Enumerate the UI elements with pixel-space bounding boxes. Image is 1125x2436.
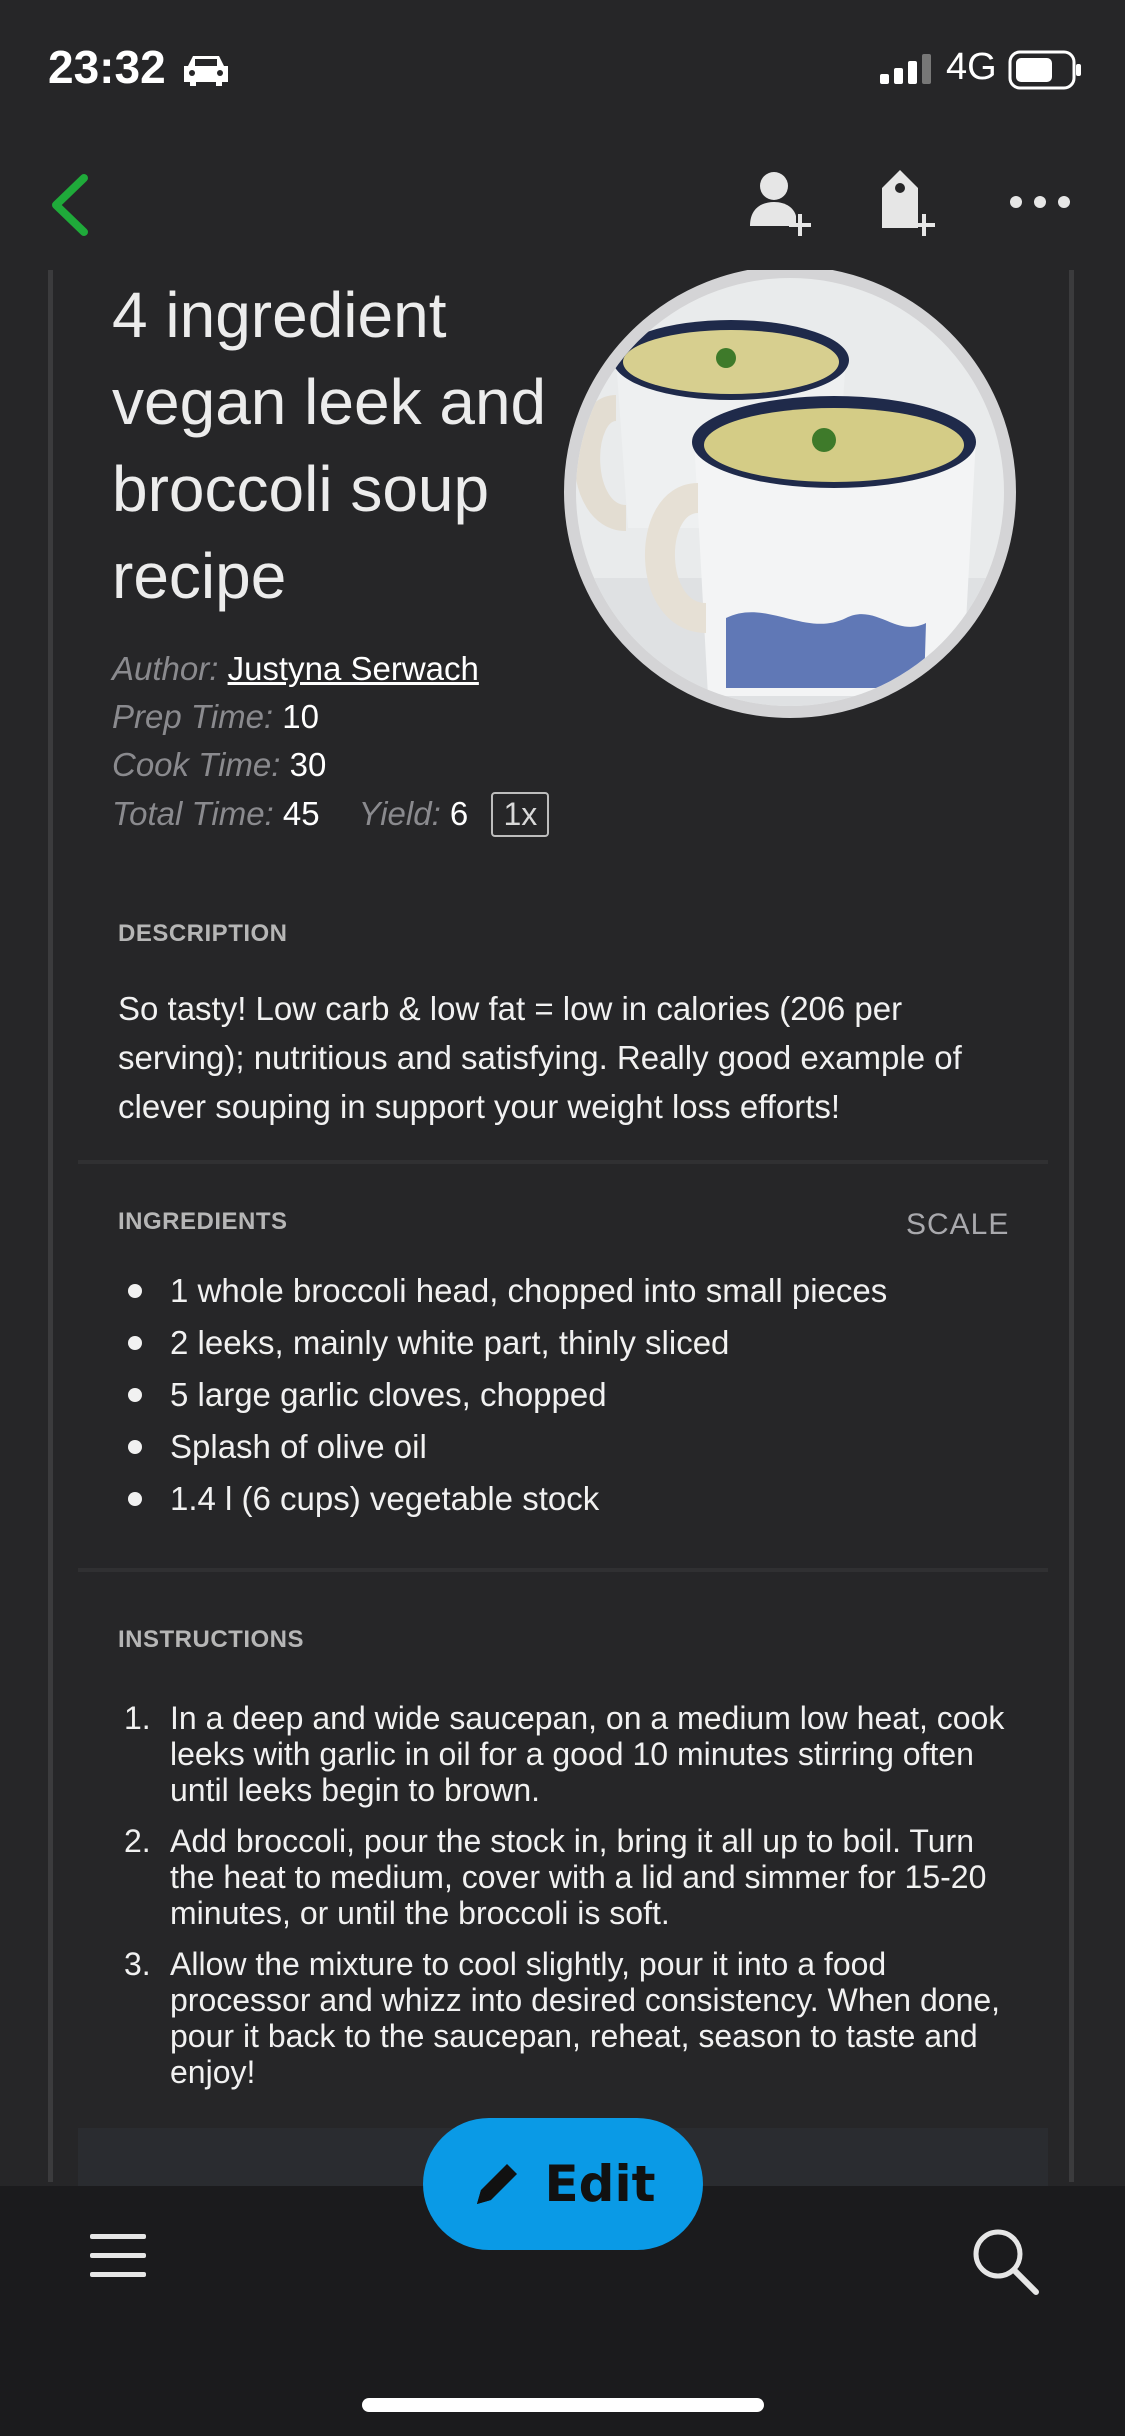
prep-time-row	[112, 698, 319, 736]
yield-label: Yield:	[358, 795, 441, 832]
divider	[78, 1568, 1048, 1572]
cook-time-row	[112, 746, 326, 784]
status-time: 23:32	[48, 41, 166, 93]
ingredients-list	[120, 1270, 1020, 1530]
instruction-step	[120, 1946, 1010, 2090]
description-heading: DESCRIPTION	[118, 920, 288, 947]
ingredient-item	[120, 1478, 1020, 1530]
author-link[interactable]: Justyna Serwach	[227, 650, 479, 687]
step-text: In a deep and wide saucepan, on a medium low heat, cook leeks with garlic in oil for a good 10 minutes stirring often until leeks begin to brown.	[170, 1700, 1005, 1808]
bullet-icon	[128, 1440, 142, 1454]
divider	[78, 1160, 1048, 1164]
instruction-step	[120, 1700, 1010, 1808]
author-label: Author:	[112, 650, 219, 687]
step-number: 3.	[124, 1946, 151, 1982]
back-chevron-icon[interactable]	[40, 170, 100, 240]
pencil-icon	[471, 2158, 523, 2210]
step-text: Add broccoli, pour the stock in, bring it all up to boil. Turn the heat to medium, cover with a lid and simmer for 15-20 minutes, or until the broccoli is soft.	[170, 1823, 987, 1931]
status-bar	[0, 0, 1125, 140]
menu-icon[interactable]	[90, 2232, 146, 2280]
search-icon[interactable]	[970, 2226, 1040, 2296]
ingredient-item	[120, 1270, 1020, 1322]
ingredient-text: 1.4 l (6 cups) vegetable stock	[170, 1480, 600, 1517]
soup-mugs-image	[576, 278, 1004, 706]
cook-time-label: Cook Time:	[112, 746, 281, 783]
ingredient-text: 5 large garlic cloves, chopped	[170, 1376, 607, 1413]
edit-button[interactable]	[423, 2118, 703, 2250]
prep-time-value: 10	[282, 698, 319, 735]
ingredient-text: 2 leeks, mainly white part, thinly sliced	[170, 1324, 730, 1361]
network-label: 4G	[946, 46, 997, 88]
bullet-icon	[128, 1492, 142, 1506]
home-indicator	[362, 2398, 764, 2412]
recipe-title: 4 ingredient vegan leek and broccoli soup recipe	[112, 279, 547, 612]
instructions-heading: INSTRUCTIONS	[118, 1626, 304, 1653]
step-number: 2.	[124, 1823, 151, 1859]
author-row	[112, 650, 479, 688]
step-text: Allow the mixture to cool slightly, pour it into a food processor and whizz into desired consistency. When done, pour it back to the saucepan, reheat, season to taste and enjoy!	[170, 1946, 1001, 2090]
prep-time-label: Prep Time:	[112, 698, 274, 735]
top-nav	[0, 140, 1125, 270]
instructions-list	[120, 1700, 1010, 2105]
ingredient-text: 1 whole broccoli head, chopped into small pieces	[170, 1272, 888, 1309]
ingredients-heading: INGREDIENTS	[118, 1208, 288, 1235]
description-text: So tasty! Low carb & low fat = low in calories (206 per serving); nutritious and satisfying. Really good example of clever souping in support your weight loss efforts!	[118, 990, 962, 1125]
total-time-label: Total Time:	[112, 795, 274, 832]
add-tag-icon[interactable]	[872, 166, 944, 238]
ingredient-item	[120, 1322, 1020, 1374]
bullet-icon	[128, 1388, 142, 1402]
battery-icon	[1008, 50, 1082, 90]
ingredient-item	[120, 1374, 1020, 1426]
scale-button[interactable]: SCALE	[906, 1208, 1010, 1241]
ingredient-text: Splash of olive oil	[170, 1428, 427, 1465]
recipe-photo	[564, 266, 1016, 718]
more-icon[interactable]	[1004, 166, 1076, 238]
bullet-icon	[128, 1336, 142, 1350]
signal-icon	[880, 54, 934, 84]
total-time-value: 45	[282, 795, 320, 832]
cook-time-value: 30	[289, 746, 327, 783]
yield-value: 6	[449, 795, 469, 832]
step-number: 1.	[124, 1700, 151, 1736]
car-icon	[182, 52, 230, 88]
servings-scale-box[interactable]: 1x	[491, 792, 549, 837]
bullet-icon	[128, 1284, 142, 1298]
edit-button-label: Edit	[544, 2155, 656, 2213]
ingredient-item	[120, 1426, 1020, 1478]
add-person-icon[interactable]	[744, 166, 816, 238]
instruction-step	[120, 1823, 1010, 1931]
total-time-row	[112, 792, 549, 837]
